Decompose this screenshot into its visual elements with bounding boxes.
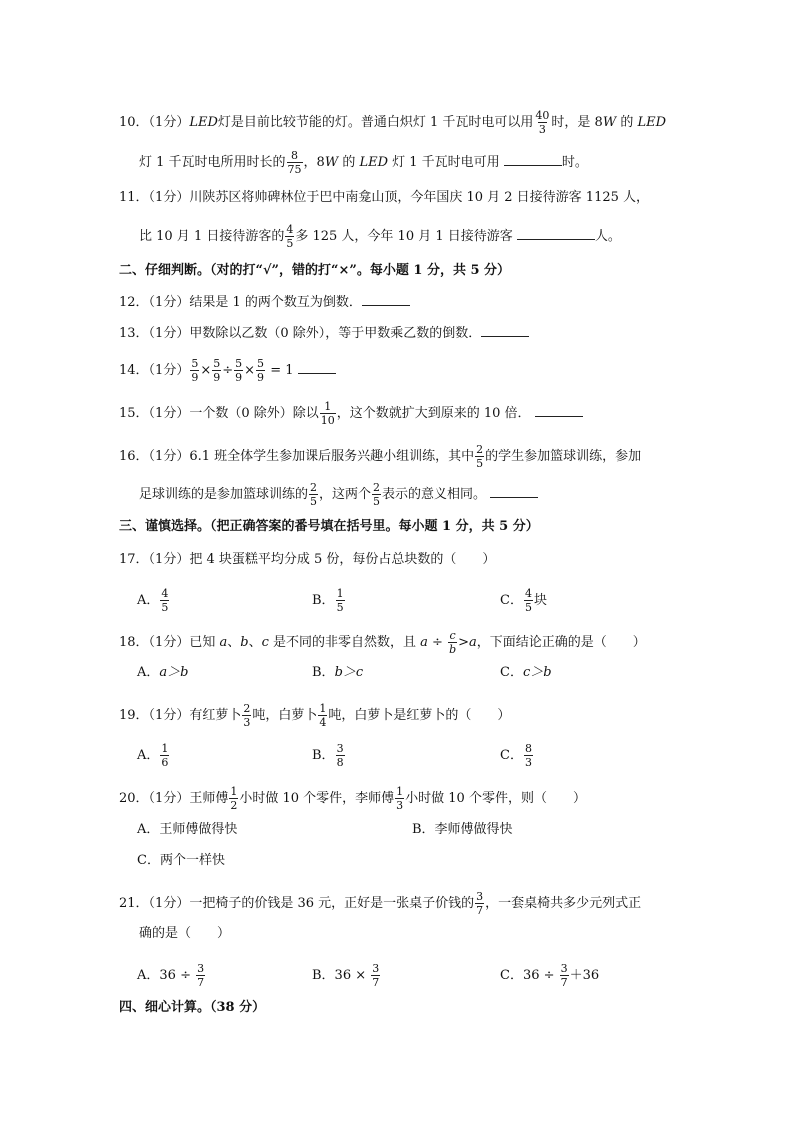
option-c[interactable]: C．36 ÷ $\frac{3}{7}$ ＋36: [500, 962, 600, 989]
fraction-2-3: $\frac{2}{3}$: [243, 702, 251, 729]
section-3-heading: 三、谨慎选择。（把正确答案的番号填在括号里。每小题 1 分，共 5 分）: [119, 519, 539, 534]
answer-blank[interactable]: [517, 227, 595, 240]
question-17: 17．（1分）把 4 块蛋糕平均分成 5 份，每份占总块数的（ ）: [119, 552, 496, 567]
option-b[interactable]: B． $\frac{1}{5}$: [312, 587, 344, 614]
fraction-3-7: $\frac{3}{7}$: [476, 890, 484, 917]
fraction-5-9: $\frac{5}{9}$: [191, 357, 199, 384]
option-b[interactable]: B．李师傅做得快: [412, 822, 513, 837]
fraction-5-9: $\frac{5}{9}$: [257, 357, 265, 384]
option-a[interactable]: A．a＞b: [137, 665, 189, 680]
fraction-2-5: $\frac{2}{5}$: [310, 481, 318, 508]
fraction-1-2: $\frac{1}{2}$: [230, 785, 238, 812]
answer-blank[interactable]: [362, 293, 410, 306]
fraction-c-b: $\frac{c}{b}$: [449, 629, 457, 656]
option-b[interactable]: B．36 × $\frac{3}{7}$: [312, 962, 380, 989]
fraction-5-9: $\frac{5}{9}$: [235, 357, 243, 384]
answer-blank[interactable]: [504, 153, 562, 166]
option-b[interactable]: B． $\frac{3}{8}$: [312, 742, 344, 769]
question-12: 12．（1分）结果是 1 的两个数互为倒数．: [119, 293, 410, 311]
fraction-1-5: $\frac{1}{5}$: [336, 587, 344, 614]
fraction-3-7: $\frac{3}{7}$: [372, 962, 380, 989]
answer-blank[interactable]: [481, 324, 529, 337]
question-13: 13．（1分）甲数除以乙数（0 除外），等于甲数乘乙数的倒数．: [119, 324, 529, 342]
option-a[interactable]: A．王师傅做得快: [137, 822, 238, 837]
question-15: 15．（1分）一个数（0 除外）除以 $\frac{1}{10}$ ，这个数就扩大到原来的 10 倍．: [119, 401, 583, 426]
question-16-line1: 16．（1分）6.1 班全体学生参加课后服务兴趣小组训练，其中 $\frac{2}{5}$ 的学生参加篮球训练，参加: [119, 443, 642, 470]
fraction-3-7: $\frac{3}{7}$: [560, 962, 568, 989]
option-c[interactable]: C． $\frac{8}{3}$: [500, 742, 532, 769]
question-19: 19．（1分）有红萝卜 $\frac{2}{3}$ 吨，白萝卜 $\frac{1}{4}$ 吨，白萝卜是红萝卜的（ ）: [119, 702, 511, 729]
answer-blank[interactable]: [490, 485, 538, 498]
fraction-1-6: $\frac{1}{6}$: [161, 742, 169, 769]
option-c[interactable]: C． $\frac{4}{5}$ 块: [500, 587, 547, 614]
option-c[interactable]: C．两个一样快: [137, 853, 225, 868]
fraction-40-3: $\frac{40}{3}$: [535, 109, 550, 136]
fraction-4-5: $\frac{4}{5}$: [524, 587, 532, 614]
question-21-line1: 21．（1分）一把椅子的价钱是 36 元，正好是一张桌子价钱的 $\frac{3}{7}$ ，一套桌椅共多少元列式正: [119, 890, 642, 917]
question-16-line2: 足球训练的是参加篮球训练的 $\frac{2}{5}$ ，这两个 $\frac{2}{5}$ 表示的意义相同。: [139, 482, 538, 507]
fraction-8-75: $\frac{8}{75}$: [287, 149, 302, 176]
fraction-5-9: $\frac{5}{9}$: [213, 357, 221, 384]
fraction-4-5: $\frac{4}{5}$: [286, 223, 294, 250]
question-21-line2: 确的是（ ）: [139, 926, 231, 941]
fraction-3-7: $\frac{3}{7}$: [197, 962, 205, 989]
fraction-1-4: $\frac{1}{4}$: [319, 702, 327, 729]
option-c[interactable]: C．c＞b: [500, 665, 552, 680]
fraction-4-5: $\frac{4}{5}$: [161, 587, 169, 614]
option-a[interactable]: A．36 ÷ $\frac{3}{7}$: [137, 962, 205, 989]
option-a[interactable]: A． $\frac{1}{6}$: [137, 742, 169, 769]
question-11-line2: 比 10 月 1 日接待游客的 $\frac{4}{5}$ 多 125 人，今年 10 月 1 日接待游客 人。: [139, 223, 621, 250]
option-a[interactable]: A． $\frac{4}{5}$: [137, 587, 169, 614]
option-b[interactable]: B．b＞c: [312, 665, 364, 680]
answer-blank[interactable]: [298, 361, 336, 374]
fraction-8-3: $\frac{8}{3}$: [524, 742, 532, 769]
section-2-heading: 二、仔细判断。（对的打“√”，错的打“×”。每小题 1 分，共 5 分）: [119, 263, 511, 278]
section-4-heading: 四、细心计算。（38 分）: [119, 1000, 266, 1015]
fraction-2-5: $\frac{2}{5}$: [373, 481, 381, 508]
answer-blank[interactable]: [535, 404, 583, 417]
question-11-line1: 11．（1分）川陕苏区将帅碑林位于巴中南龛山顶，今年国庆 10 月 2 日接待游客 1125 人，: [119, 190, 650, 205]
question-20: 20．（1分）王师傅 $\frac{1}{2}$ 小时做 10 个零件，李师傅 $\frac{1}{3}$ 小时做 10 个零件，则（ ）: [119, 785, 586, 812]
fraction-2-5: $\frac{2}{5}$: [476, 443, 484, 470]
question-14: 14．（1分） $\frac{5}{9}$ × $\frac{5}{9}$ ÷ $\frac{5}{9}$ × $\frac{5}{9}$ = 1: [119, 358, 336, 383]
question-10-line2: 灯 1 千瓦时电所用时长的 $\frac{8}{75}$ ，8W 的 LED 灯 1 千瓦时电可用 时。: [139, 149, 588, 176]
fraction-1-3: $\frac{1}{3}$: [396, 785, 404, 812]
question-18: 18．（1分）已知 a、b、c 是不同的非零自然数，且 a ÷ $\frac{c}{b}$ >a，下面结论正确的是（ ）: [119, 629, 646, 656]
fraction-1-10: $\frac{1}{10}$: [320, 400, 335, 427]
question-10-line1: 10．（1分）LED灯是目前比较节能的灯。普通白炽灯 1 千瓦时电可以用 $\frac{40}{3}$ 时，是 8W 的 LED: [119, 109, 667, 136]
fraction-3-8: $\frac{3}{8}$: [336, 742, 344, 769]
